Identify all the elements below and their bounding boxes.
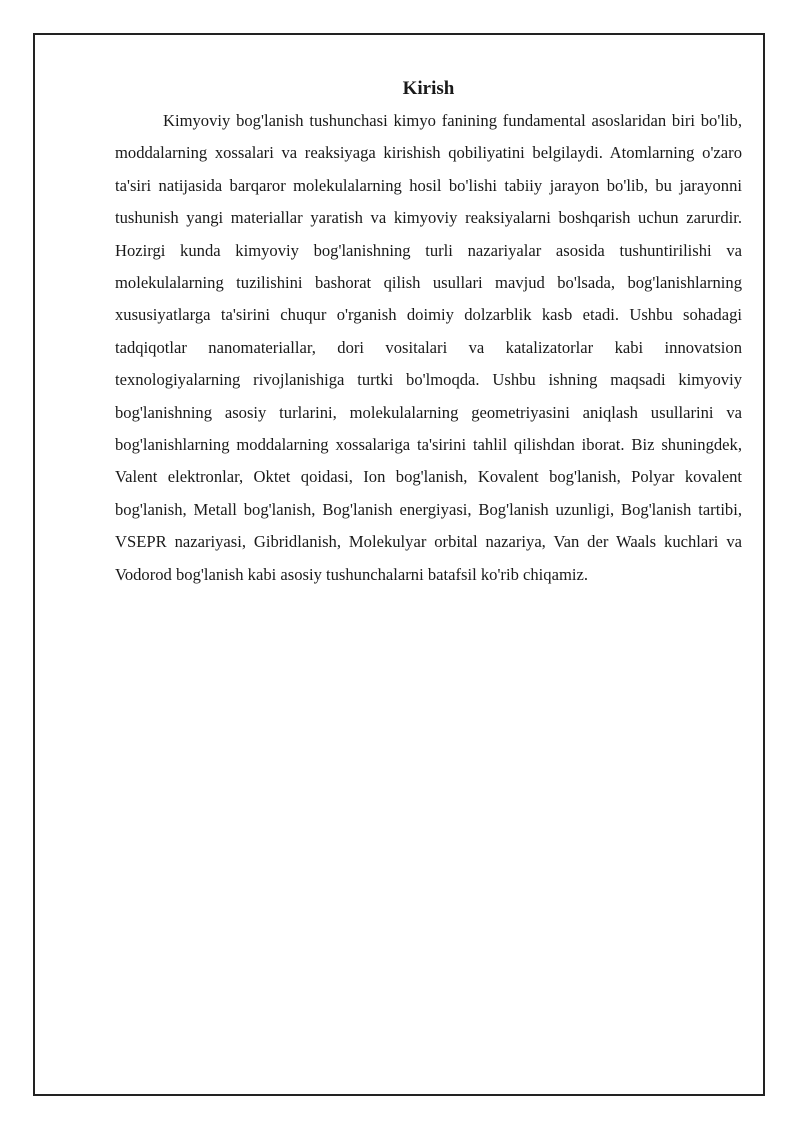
document-body — [115, 77, 742, 591]
section-title: Kirish — [402, 78, 455, 99]
intro-paragraph: Kimyoviy bog'lanish tushunchasi kimyo fanining fundamental asoslaridan biri bo'lib, moddalarning xossalari va reaksiyaga kirishish qobiliyatini belgilaydi. Atomlarning o'zaro ta'siri natijasida barqaror molekulalarning hosil bo'lishi tabiiy jarayon bo'lib, bu jarayonni tushunish yangi materiallar yaratish va kimyoviy reaksiyalarni boshqarish uchun zarurdir. Hozirgi kunda kimyoviy bog'lanishning turli nazariyalar asosida tushuntirilishi va molekulalarning tuzilishini bashorat qilish usullari mavjud bo'lsada, bog'lanishlarning xususiyatlarga ta'sirini chuqur o'rganish doimiy dolzarblik kasb etadi. Ushbu sohadagi tadqiqotlar nanomateriallar, dori vositalari va katalizatorlar kabi innovatsion texnologiyalarning rivojlanishiga turtki bo'lmoqda. Ushbu ishning maqsadi kimyoviy bog'lanishning asosiy turlarini, molekulalarning geometriyasini aniqlash usullarini va bog'lanishlarning moddalarning xossalariga ta'sirini tahlil qilishdan iborat. Biz shuningdek, Valent elektronlar, Oktet qoidasi, Ion bog'lanish, Kovalent bog'lanish, Polyar kovalent bog'lanish, Metall bog'lanish, Bog'lanish energiyasi, Bog'lanish uzunligi, Bog'lanish tartibi, VSEPR nazariyasi, Gibridlanish, Molekulyar orbital nazariya, Van der Waals kuchlari va Vodorod bog'lanish kabi asosiy tushunchalarni batafsil ko'rib chiqamiz. — [115, 111, 742, 584]
